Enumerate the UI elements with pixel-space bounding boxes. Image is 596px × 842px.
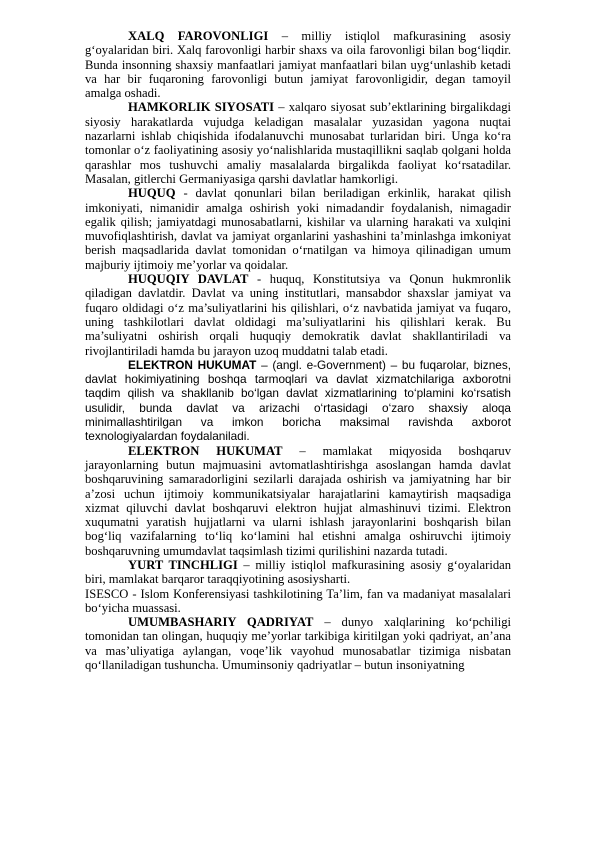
entry-definition: – mamlakat miqyosida boshqaruv jarayonlarning butun majmuasini avtomatlashtirishga asoslangan hamda davlat boshqaruvining samaradorligini sezilarli darajada oshirish va jamiyatning har bir a’zosi uchun ijtimoiy kommunikatsiyalar harajatlarini kamaytirish maqsadiga xizmat qiluvchi davlat boshqaruvi elektron hujjat almashinuvi tizimi. Elektron xuqumatni yaratish hujjatlarni va ularni ishlash jarayonlarini boshqarish bilan bog‘liq vazifalarning to‘liq ko‘lamini hal etishni amalga oshiruvchi ijtimoiy boshqaruvning umumdavlat taqsimlash tizimi qurilishini nazarda tutadi. <box>85 443 511 558</box>
entry-definition: – milliy istiqlol mafkurasining asosiy g‘oyalaridan biri. Xalq farovonligi harbir shaxs va oila farovonligi bilan bog‘liqdir. Bunda insonning shaxsiy manfaatlari jamiyat manfaatlari bilan uyg‘unlashib ketadi va har bir fuqaroning farovonligi butun jamiyat farovonligidir, degan tamoyil amalga oshadi. <box>85 29 511 101</box>
document-page <box>85 29 511 672</box>
entry-term: ELEKTRON HUKUMAT <box>128 357 257 372</box>
entry-definition: – (angl. e-Government) – bu fuqarolar, biznes, davlat hokimiyatining boshqa tarmoqlari va davlat xizmatchilariga axborotni taqdim qilish va shakllanib bo‘lgan davlat xizmatlarining to‘plamini ko‘rsatish usulidir, bunda davlat va arizachi o‘rtasidagi o‘zaro shaxsiy aloqa minimallashtirilgan va imkon boricha maksimal ravishda axborot texnologiyalardan foydalaniladi. <box>85 357 511 444</box>
glossary-entry-umumbashariy-qadriyat <box>85 615 511 672</box>
glossary-entry-huquq <box>85 186 511 272</box>
entry-term: XALQ FAROVONLIGI <box>128 29 269 43</box>
entry-definition: – xalqaro siyosat sub’ektlarining birgalikdagi siyosiy harakatlarda vujudga keladigan masalalar yuzasidan yagona nuqtai nazarlarni ishlab chiqishida ifodalanuvchi munosabat turlaridan biri. Unga ko‘ra tomonlar o‘z faoliyatining asosiy yo‘nalishlarida mustaqillikni saqlab qolgani holda qarashlar mos tushuvchi amaliy masalalarda birgalikda faoliyat ko‘rsatadilar. Masalan, gitlerchi Germaniyasiga qarshi davlatlar hamkorligi. <box>85 100 511 186</box>
glossary-entry-xalq-farovonligi <box>85 29 511 100</box>
entry-term: UMUMBASHARIY QADRIYAT <box>128 615 314 630</box>
entry-definition: - davlat qonunlari bilan beriladigan erkinlik, harakat qilish imkoniyati, nimanidir amalga oshirish yoki nimadandir foydalanish, nimagadir egalik qilish; jamiyatdagi munosabatlarni, kishilar va ularning harakati va xulqini muvofiqlashtirish, davlat va jamiyat organlarini yashashini ta’minlashga imkoniyat berish maqsadlarida davlat tomonidan o‘rnatilgan va himoya qilinadigan umum majburiy ijtimoiy me’yorlar va qoidalar. <box>85 186 511 272</box>
glossary-entry-hamkorlik-siyosati <box>85 100 511 186</box>
entry-continuation: ISESCO - Islom Konferensiyasi tashkilotining Ta’lim, fan va madaniyat masalalari bo‘yicha muassasi. <box>85 586 511 615</box>
entry-term: HAMKORLIK SIYOSATI <box>128 100 275 115</box>
entry-term: YURT TINCHLIGI <box>128 557 238 572</box>
entry-definition: – dunyo xalqlarining ko‘pchiligi tomonidan tan olingan, huquqiy me’yorlar tarkibiga kiritilgan yoki qadriyat, an’ana va mas’uliyatiga aylangan, voqe’lik vayohud munosabatlar tizimiga nisbatan qo‘llaniladigan tushuncha. Umuminsoniy qadriyatlar – butun insoniyatning <box>85 615 511 673</box>
glossary-entry-elektron-hukumat-1 <box>85 358 511 444</box>
glossary-entry-elektron-hukumat-2 <box>85 444 511 558</box>
entry-definition: - huquq, Konstitutsiya va Qonun hukmronlik qiladigan davlatdir. Davlat va uning institutlari, mansabdor shaxslar jamiyat va fuqaro oldidagi o‘z ma’suliyatlarini his qilishlari, o‘z navbatida jamiyat va fuqaro, uning tashkilotlari davlat oldidagi ma’suliyatlarini his qilishlari kerak. Bu ma’suliyatni oshirish orqali huquqiy demokratik davlat shakllantiriladi va rivojlantiriladi hamda bu jarayon uzoq muddatni talab etadi. <box>85 272 512 358</box>
entry-term: HUQUQIY DAVLAT <box>128 272 249 287</box>
entry-definition: – milliy istiqlol mafkurasining asosiy g‘oyalaridan biri, mamlakat barqaror taraqqiyotining asosiysharti. <box>85 557 512 587</box>
glossary-entry-yurt-tinchligi <box>85 558 511 615</box>
entry-term: HUQUQ <box>128 186 176 201</box>
glossary-entry-huquqiy-davlat <box>85 272 511 358</box>
entry-term: ELEKTRON HUKUMAT <box>128 443 283 458</box>
